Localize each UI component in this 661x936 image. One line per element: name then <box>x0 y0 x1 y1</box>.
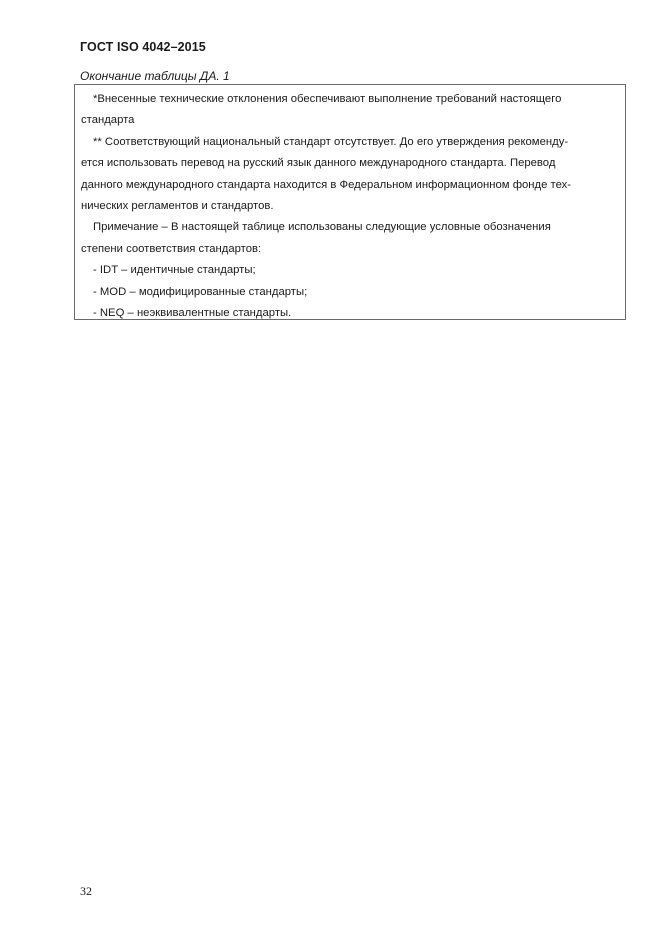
table-notes-box <box>74 84 626 320</box>
legend-neq: - NEQ – неэквивалентные стандарты. <box>93 307 292 320</box>
footnote-1-line-2: стандарта <box>81 114 135 127</box>
legend-mod: - MOD – модифицированные стандарты; <box>93 285 308 298</box>
footnote-2-line-1: ** Соответствующий национальный стандарт отсутствует. До его утверждения рекоменду- <box>93 135 569 148</box>
footnote-1-line-1: *Внесенные технические отклонения обеспечивают выполнение требований настоящего <box>93 93 562 105</box>
note-line-2: степени соответствия стандартов: <box>81 242 262 255</box>
table-caption: Окончание таблицы ДА. 1 <box>80 69 230 83</box>
document-title: ГОСТ ISO 4042–2015 <box>80 40 206 54</box>
footnote-2-line-3: данного международного стандарта находится в Федеральном информационном фонде тех- <box>81 178 572 191</box>
note-line-1: Примечание – В настоящей таблице использованы следующие условные обозначения <box>93 221 551 234</box>
footnote-2-line-4: нических регламентов и стандартов. <box>81 200 274 213</box>
legend-idt: - IDT – идентичные стандарты; <box>93 264 256 277</box>
page-number: 32 <box>80 884 92 898</box>
footnote-2-line-2: ется использовать перевод на русский язык данного международного стандарта. Перевод <box>81 157 556 170</box>
